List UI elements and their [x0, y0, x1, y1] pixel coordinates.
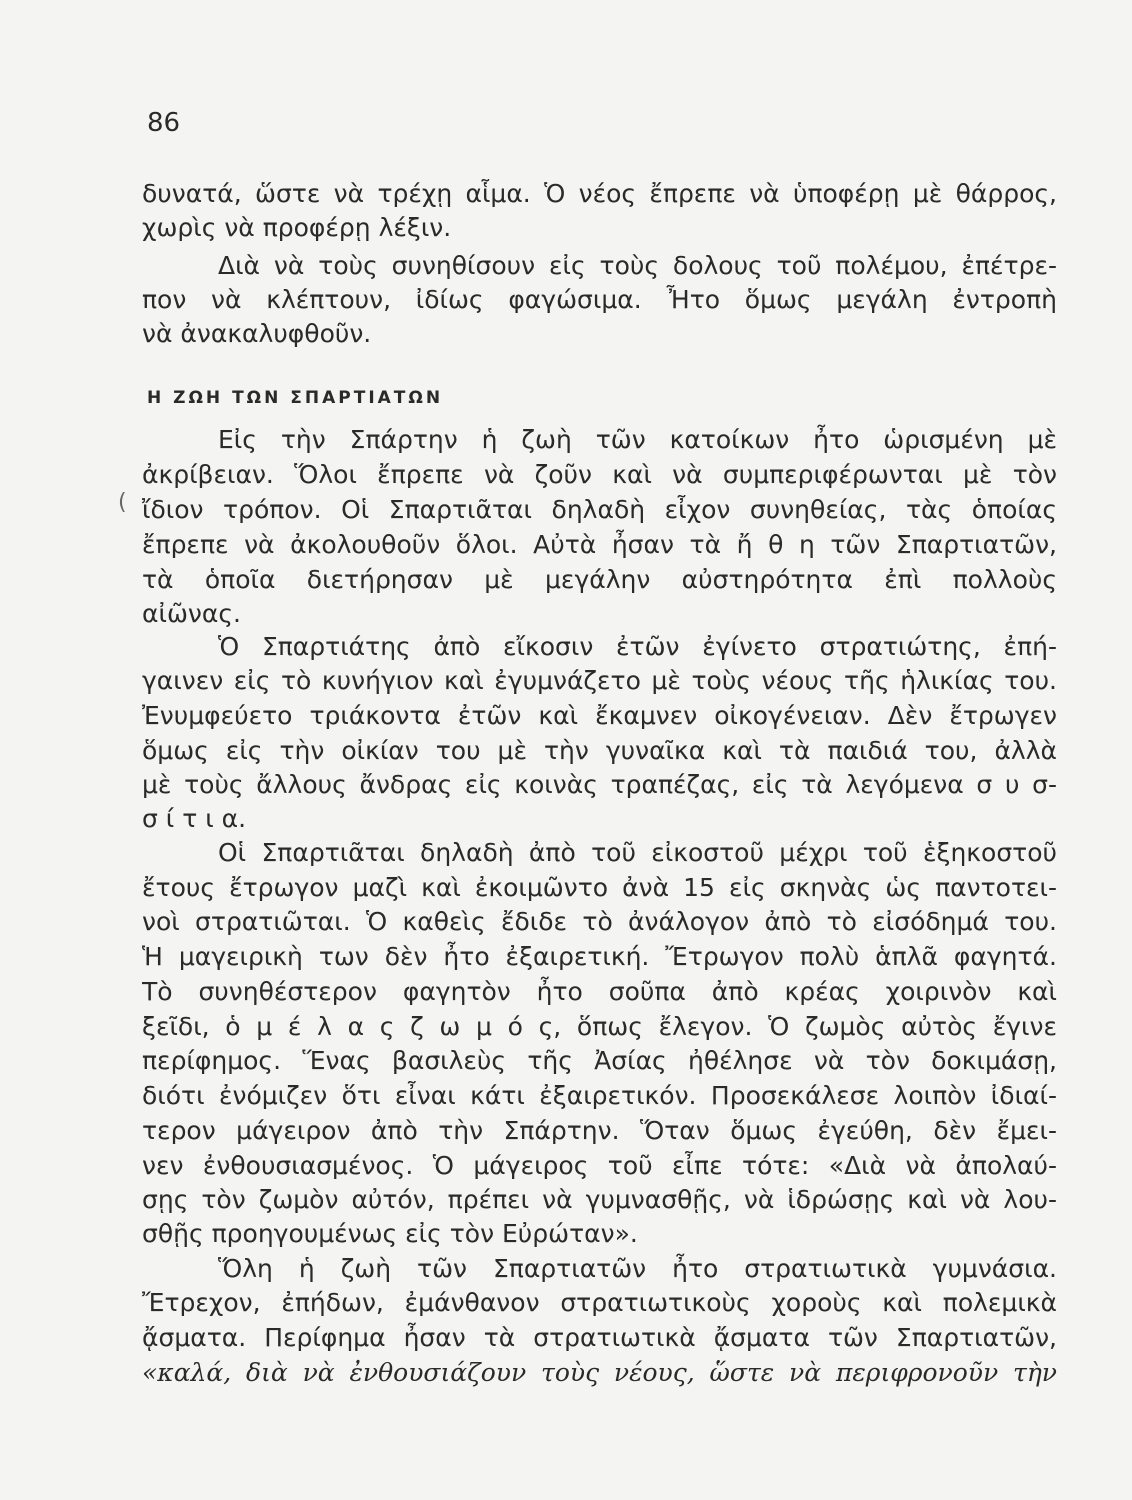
text-line: γαινεν εἰς τὸ κυνήγιον καὶ ἐγυμνάζετο μὲ τοὺς νέους τῆς ἡλικίας του.	[142, 666, 1057, 695]
text-line: σθῇς προηγουμένως εἰς τὸν Εὐρώταν».	[142, 1219, 638, 1248]
page-number: 86	[147, 108, 181, 138]
text-line: χωρὶς νὰ προφέρῃ λέξιν.	[142, 213, 452, 242]
text-line: ᾄσματα. Περίφημα ἦσαν τὰ στρατιωτικὰ ᾄσματα τῶν Σπαρτιατῶν,	[142, 1323, 1057, 1352]
text-line: «καλά, διὰ νὰ ἐνθουσιάζουν τοὺς νέους, ὥστε νὰ περιφρονοῦν τὴν	[142, 1358, 1057, 1387]
text-line: πον νὰ κλέπτουν, ἰδίως φαγώσιμα. Ἦτο ὅμως μεγάλη ἐντροπὴ	[142, 285, 1057, 314]
text-line: διότι ἐνόμιζεν ὅτι εἶναι κάτι ἐξαιρετικόν. Προσεκάλεσε λοιπὸν ἰδιαί-	[142, 1081, 1057, 1110]
text-line: τερον μάγειρον ἀπὸ τὴν Σπάρτην. Ὅταν ὅμως ἐγεύθη, δὲν ἔμει-	[142, 1116, 1057, 1145]
text-line: Ὅλη ἡ ζωὴ τῶν Σπαρτιατῶν ἦτο στρατιωτικὰ γυμνάσια.	[218, 1254, 1057, 1283]
text-line: Ἡ μαγειρικὴ των δὲν ἦτο ἐξαιρετική. Ἔτρωγον πολὺ ἁπλᾶ φαγητά.	[142, 942, 1057, 971]
text-line: ἀκρίβειαν. Ὅλοι ἔπρεπε νὰ ζοῦν καὶ νὰ συμπεριφέρωνται μὲ τὸν	[142, 460, 1057, 489]
section-heading: Η ΖΩΗ ΤΩΝ ΣΠΑΡΤΙΑΤΩΝ	[147, 388, 444, 408]
text-line: Εἰς τὴν Σπάρτην ἡ ζωὴ τῶν κατοίκων ἦτο ὡρισμένη μὲ	[218, 425, 1057, 454]
text-line: περίφημος. Ἕνας βασιλεὺς τῆς Ἀσίας ἠθέλησε νὰ τὸν δοκιμάσῃ,	[142, 1046, 1057, 1075]
text-line: νοὶ στρατιῶται. Ὁ καθεὶς ἔδιδε τὸ ἀνάλογον ἀπὸ τὸ εἰσόδημά του.	[142, 907, 1057, 936]
text-line: ἔπρεπε νὰ ἀκολουθοῦν ὅλοι. Αὐτὰ ἦσαν τὰ ἤ θ η τῶν Σπαρτιατῶν,	[142, 530, 1057, 559]
text-line: ἔτους ἔτρωγον μαζὶ καὶ ἐκοιμῶντο ἀνὰ 15 εἰς σκηνὰς ὡς παντοτει-	[142, 873, 1057, 902]
text-line: νεν ἐνθουσιασμένος. Ὁ μάγειρος τοῦ εἶπε τότε: «Διὰ νὰ ἀπολαύ-	[142, 1151, 1057, 1180]
text-line: Ἐνυμφεύετο τριάκοντα ἐτῶν καὶ ἔκαμνεν οἰκογένειαν. Δὲν ἔτρωγεν	[142, 701, 1057, 730]
margin-mark: (	[118, 490, 127, 515]
text-line: Τὸ συνηθέστερον φαγητὸν ἦτο σοῦπα ἀπὸ κρέας χοιρινὸν καὶ	[142, 977, 1057, 1006]
text-line: ἴδιον τρόπον. Οἱ Σπαρτιᾶται δηλαδὴ εἶχον συνηθείας, τὰς ὁποίας	[142, 495, 1057, 524]
text-line: Ὁ Σπαρτιάτης ἀπὸ εἴκοσιν ἐτῶν ἐγίνετο στρατιώτης, ἐπή-	[218, 632, 1057, 661]
text-line: μὲ τοὺς ἄλλους ἄνδρας εἰς κοινὰς τραπέζας, εἰς τὰ λεγόμενα σ υ σ-	[142, 770, 1057, 799]
text-line: Ἔτρεχον, ἐπήδων, ἐμάνθανον στρατιωτικοὺς χοροὺς καὶ πολεμικὰ	[142, 1288, 1057, 1317]
text-line: τὰ ὁποῖα διετήρησαν μὲ μεγάλην αὐστηρότητα ἐπὶ πολλοὺς	[142, 565, 1057, 594]
text-line: ὅμως εἰς τὴν οἰκίαν του μὲ τὴν γυναῖκα καὶ τὰ παιδιά του, ἀλλὰ	[142, 736, 1057, 765]
text-line: αἰῶνας.	[142, 599, 241, 628]
text-line: σῃς τὸν ζωμὸν αὐτόν, πρέπει νὰ γυμνασθῇς, νὰ ἱδρώσῃς καὶ νὰ λου-	[142, 1185, 1057, 1214]
text-line: σ ί τ ι α.	[142, 804, 247, 833]
text-line: ξεῖδι, ὁ μ έ λ α ς ζ ω μ ό ς, ὅπως ἔλεγον. Ὁ ζωμὸς αὐτὸς ἔγινε	[142, 1012, 1057, 1041]
text-line: δυνατά, ὥστε νὰ τρέχῃ αἷμα. Ὁ νέος ἔπρεπε νὰ ὑποφέρῃ μὲ θάρρος,	[142, 179, 1057, 208]
text-line: Οἱ Σπαρτιᾶται δηλαδὴ ἀπὸ τοῦ εἰκοστοῦ μέχρι τοῦ ἑξηκοστοῦ	[218, 838, 1057, 867]
text-line: Διὰ νὰ τοὺς συνηθίσουν εἰς τοὺς δολους τοῦ πολέμου, ἐπέτρε-	[218, 251, 1057, 280]
text-line: νὰ ἀνακαλυφθοῦν.	[142, 319, 372, 348]
